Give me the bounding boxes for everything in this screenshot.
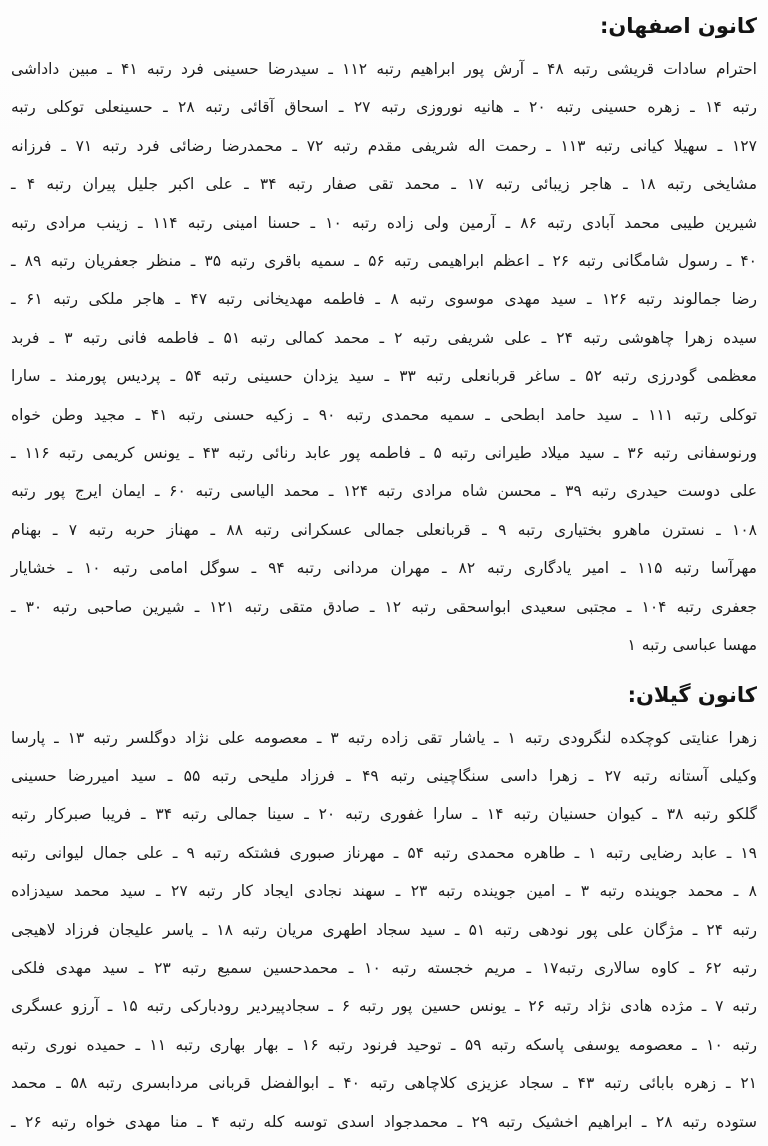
section-heading-isfahan: کانون اصفهان: xyxy=(599,14,757,38)
roster-line: ۴۰ ـ رسول شامگانی رتبه ۲۶ ـ اعظم ابراهیمی رتبه ۵۶ ـ سمیه باقری رتبه ۳۵ ـ منظر جعفریان رتبه ۸۹ ـ xyxy=(11,252,758,271)
roster-line: رتبه ۱۴ ـ زهره حسینی رتبه ۲۰ ـ هانیه نوروزی رتبه ۲۷ ـ اسحاق آقائی رتبه ۲۸ ـ حسینعلی توکلی رتبه xyxy=(11,98,757,117)
roster-line: ۱۰۸ ـ نسترن ماهرو بختیاری رتبه ۹ ـ قربانعلی جمالی عسکرانی رتبه ۸۸ ـ مهناز حربه رتبه ۷ ـ بهنام xyxy=(11,520,757,539)
roster-line: احترام سادات قریشی رتبه ۴۸ ـ آرش پور ابراهیم رتبه ۱۱۲ ـ سیدرضا حسینی فرد رتبه ۴۱ ـ مبین داداشی xyxy=(11,60,757,78)
roster-line: رتبه ۱۰ ـ معصومه یوسفی پاسکه رتبه ۵۹ ـ توحید فرنود رتبه ۱۶ ـ بهار بهاری رتبه ۱۱ ـ حمیده نوری رتبه xyxy=(11,1035,757,1054)
roster-line: رتبه ۲۴ ـ مژگان علی پور نودهی رتبه ۵۱ ـ سید سجاد اطهری مریان رتبه ۱۸ ـ یاسر علیجان فرزاد لاهیجی xyxy=(11,920,757,939)
roster-isfahan xyxy=(11,50,757,665)
roster-line: ۱۲۷ ـ سهیلا کیانی رتبه ۱۱۳ ـ رحمت اله شریفی مقدم رتبه ۷۲ ـ محمدرضا رضائی فرد رتبه ۷۱ ـ فرزانه xyxy=(11,136,757,155)
roster-gilan xyxy=(11,719,757,1141)
roster-line: علی دوست حیدری رتبه ۳۹ ـ محسن شاه مرادی رتبه ۱۲۴ ـ محمد الیاسی رتبه ۶۰ ـ ایمان ایرج پور رتبه xyxy=(11,482,758,501)
section-isfahan xyxy=(11,12,757,665)
roster-line: وکیلی آستانه رتبه ۲۷ ـ زهرا داسی سنگاچینی رتبه ۴۹ ـ فرزاد ملیحی رتبه ۵۵ ـ سید امیررضا حسینی xyxy=(11,766,758,785)
roster-line: ۱۹ ـ عابد رضایی رتبه ۱ ـ طاهره محمدی رتبه ۵۴ ـ مهرناز صبوری فشتکه رتبه ۹ ـ علی جمال لیوانی رتبه xyxy=(11,843,757,862)
roster-line: مشایخی رتبه ۱۸ ـ هاجر زیبائی رتبه ۱۷ ـ محمد تقی صفار رتبه ۳۴ ـ علی اکبر جلیل پیران رتبه ۴ ـ xyxy=(11,175,758,194)
roster-line: معظمی گودرزی رتبه ۵۲ ـ ساغر قربانعلی رتبه ۳۳ ـ سید یزدان حسینی رتبه ۵۴ ـ پردیس پورمند ـ سارا xyxy=(11,367,757,386)
section-heading-gilan: کانون گیلان: xyxy=(627,682,757,707)
roster-line: سیده زهرا چاهوشی رتبه ۲۴ ـ علی شریفی رتبه ۲ ـ محمد کمالی رتبه ۵۱ ـ فاطمه فانی رتبه ۳ ـ فربد xyxy=(11,328,758,347)
roster-line: زهرا عنایتی کوچکده لنگرودی رتبه ۱ ـ یاشار تقی زاده رتبه ۳ ـ معصومه علی نژاد دوگلسر رتبه ۱۳ ـ پارسا xyxy=(11,728,757,747)
roster-line: رتبه ۶۲ ـ کاوه سالاری رتبه۱۷ ـ مریم خجسته رتبه ۱۰ ـ محمدحسین سمیع رتبه ۲۳ ـ سید مهدی فلکی xyxy=(11,958,757,977)
roster-line: ۸ ـ محمد جوینده رتبه ۳ ـ امین جوینده رتبه ۲۳ ـ سهند نجادی ایجاد کار رتبه ۲۷ ـ سید محمد سیدزاده xyxy=(11,882,757,901)
roster-line: رتبه ۷ ـ مژده هادی نژاد رتبه ۲۶ ـ یونس حسین پور رتبه ۶ ـ سجادپیردیر رودبارکی رتبه ۱۵ ـ آرزو عسگری xyxy=(11,997,758,1016)
section-gilan xyxy=(11,681,757,1141)
roster-line: ۲۱ ـ زهره بابائی رتبه ۴۳ ـ سجاد عزیزی کلاچاهی رتبه ۴۰ ـ ابوالفضل قربانی مردابسری رتبه ۵۸ ـ محمد xyxy=(11,1074,757,1093)
roster-line: مهرآسا رتبه ۱۱۵ ـ امیر یادگاری رتبه ۸۲ ـ مهران مردانی رتبه ۹۴ ـ سوگل امامی رتبه ۱۰ ـ خشایار xyxy=(11,559,757,578)
roster-line: توکلی رتبه ۱۱۱ ـ سید حامد ابطحی ـ سمیه محمدی رتبه ۹۰ ـ زکیه حسنی رتبه ۴۱ ـ مجید وطن خواه xyxy=(11,405,757,424)
roster-line: جعفری رتبه ۱۰۴ ـ مجتبی سعیدی ابواسحقی رتبه ۱۲ ـ صادق متقی رتبه ۱۲۱ ـ شیرین صاحبی رتبه ۳۰ ـ xyxy=(11,597,758,616)
roster-line: رضا جمالوند رتبه ۱۲۶ ـ سید مهدی موسوی رتبه ۸ ـ فاطمه مهدیخانی رتبه ۴۷ ـ هاجر ملکی رتبه ۶۱ ـ xyxy=(11,290,758,309)
roster-line: شیرین طیبی محمد آبادی رتبه ۸۶ ـ آرمین ولی زاده رتبه ۱۰ ـ حسنا امینی رتبه ۱۱۴ ـ زینب مرادی رتبه xyxy=(11,213,757,232)
roster-line: گلکو رتبه ۳۸ ـ کیوان حسنیان رتبه ۱۴ ـ سارا غفوری رتبه ۲۰ ـ سینا جمالی رتبه ۳۴ ـ فریبا صبرکار رتبه xyxy=(11,805,757,824)
roster-line: ستوده رتبه ۲۸ ـ ابراهیم اخشیک رتبه ۲۹ ـ محمدجواد اسدی توسه کله رتبه ۴ ـ منا مهدی خواه رتبه ۲۶ ـ xyxy=(11,1112,757,1131)
roster-line: ورنوسفانی رتبه ۳۶ ـ سید میلاد طیرانی رتبه ۵ ـ فاطمه پور عابد رنائی رتبه ۴۳ ـ یونس کریمی رتبه ۱۱۶ ـ xyxy=(11,444,757,463)
roster-line: مهسا عباسی رتبه ۱ xyxy=(627,636,757,655)
